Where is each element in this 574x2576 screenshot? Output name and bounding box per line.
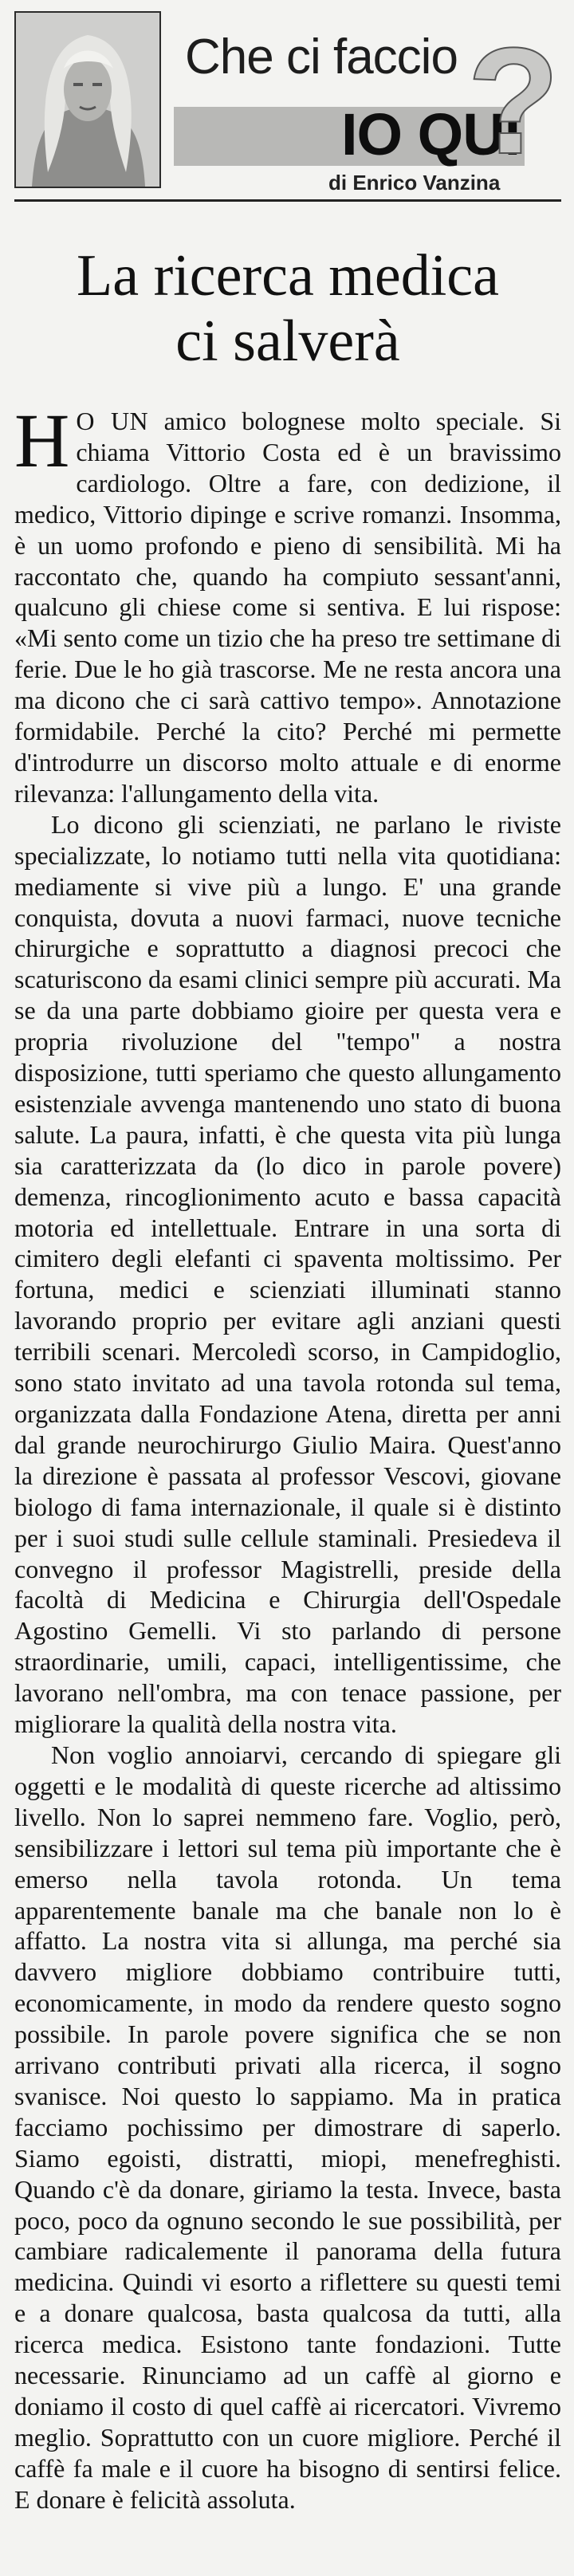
column-header — [14, 11, 561, 202]
drop-cap: H — [14, 398, 70, 483]
paragraph-1-text: amico bolognese molto speciale. Si chiama Vittorio Costa ed è un bravissimo cardiologo. Oltre a fare, con dedizione, il medico, Vittorio dipinge e scrive romanzi. Insomma, è un uomo profondo e pieno di sensibilità. Mi ha raccontato che, quando ha compiuto sessant'anni, qualcuno gli chiese come si sentiva. E lui rispose: «Mi sento come un tizio che ha preso tre settimane di ferie. Due le ho già trascorse. Me ne resta ancora una ma dicono che ci sarà cattivo tempo». Annotazione formidabile. Perché la cito? Perché mi permette d'introdurre un discorso molto attuale e di enorme rilevanza: l'allungamento della vita. — [14, 407, 561, 808]
column-title-line2: IO QUI — [341, 101, 521, 167]
question-mark-graphic: ? — [466, 17, 560, 186]
article-body — [14, 398, 561, 2515]
paragraph-2: Lo dicono gli scienziati, ne parlano le riviste specializzate, lo notiamo tutti nella vita quotidiana: mediamente si vive più a lungo. E' una grande conquista, dovuta a nuovi farmaci, nuove tecniche chirurgiche e soprattutto a diagnosi precoci che scaturiscono da esami clinici sempre più accurati. Ma se da una parte dobbiamo gioire per questa vera e propria rivoluzione del "tempo" a nostra disposizione, tutti speriamo che questo allungamento esistenziale avvenga mantenendo uno stato di buona salute. La paura, infatti, è che questa vita più lunga sia caratterizzata da (lo dico in parole povere) demenza, rincoglionimento acuto e bassa capacità motoria ed intellettuale. Entrare in una sorta di cimitero degli elefanti ci spaventa moltissimo. Per fortuna, medici e scienziati illuminati stanno lavorando proprio per evitare agli anziani questi terribili scenari. Mercoledì scorso, in Campidoglio, sono stato invitato ad una tavola rotonda sul tema, organizzata dalla Fondazione Atena, diretta per anni dal grande neurochirurgo Giulio Maira. Quest'anno la direzione è passata al professor Vescovi, giovane biologo di fama internazionale, il quale si è distinto per i suoi studi sulle cellule staminali. Presiedeva il convegno il professor Magistrelli, preside della facoltà di Medicina e Chirurgia dell'Ospedale Agostino Gemelli. Vi sto parlando di persone straordinarie, umili, capaci, intelligentissime, che lavorano nell'ombra, ma con tenace passione, per migliorare la qualità della nostra vita. — [14, 809, 561, 1739]
headline-line1: La ricerca medica — [77, 243, 499, 309]
headline — [14, 243, 561, 374]
byline: di Enrico Vanzina — [328, 171, 501, 195]
column-title-line1: Che ci faccio — [185, 29, 458, 85]
paragraph-3: Non voglio annoiarvi, cercando di spiegare gli oggetti e le modalità di queste ricerche ad altissimo livello. Non lo saprei nemmeno fare. Voglio, però, sensibilizzare i lettori sul tema più importante che è emerso nella tavola rotonda. Un tema apparentemente banale ma che banale non lo è affatto. La nostra vita si allunga, ma perché sia davvero migliore dobbiamo contribuire tutti, economicamente, in modo da rendere questo sogno possibile. In parole povere significa che se non arrivano contributi privati alla ricerca, il sogno svanisce. Noi questo lo sappiamo. Ma in pratica facciamo pochissimo per dimostrare di saperlo. Siamo egoisti, distratti, miopi, menefreghisti. Quando c'è da donare, giriamo la testa. Invece, basta poco, poco da ognuno secondo le sue possibilità, per cambiare radicalemente il panorama della futura medicina. Quindi vi esorto a riflettere su questi temi e a donare qualcosa, basta qualcosa da tutti, alla ricerca medica. Esistono tante fondazioni. Tutte necessarie. Rinunciamo ad un caffè al giorno e doniamo il costo di quel caffè ai ricercatori. Vivremo meglio. Soprattutto con un cuore migliore. Perché il caffè fa male e il cuore ha bisogno di sentirsi felice. E donare è felicità assoluta. — [14, 1740, 561, 2514]
lead-in-caps: O UN — [76, 407, 149, 435]
author-portrait-image — [16, 13, 159, 187]
author-photo — [14, 11, 161, 188]
headline-line2: ci salverà — [175, 309, 400, 374]
paragraph-1 — [14, 398, 561, 809]
